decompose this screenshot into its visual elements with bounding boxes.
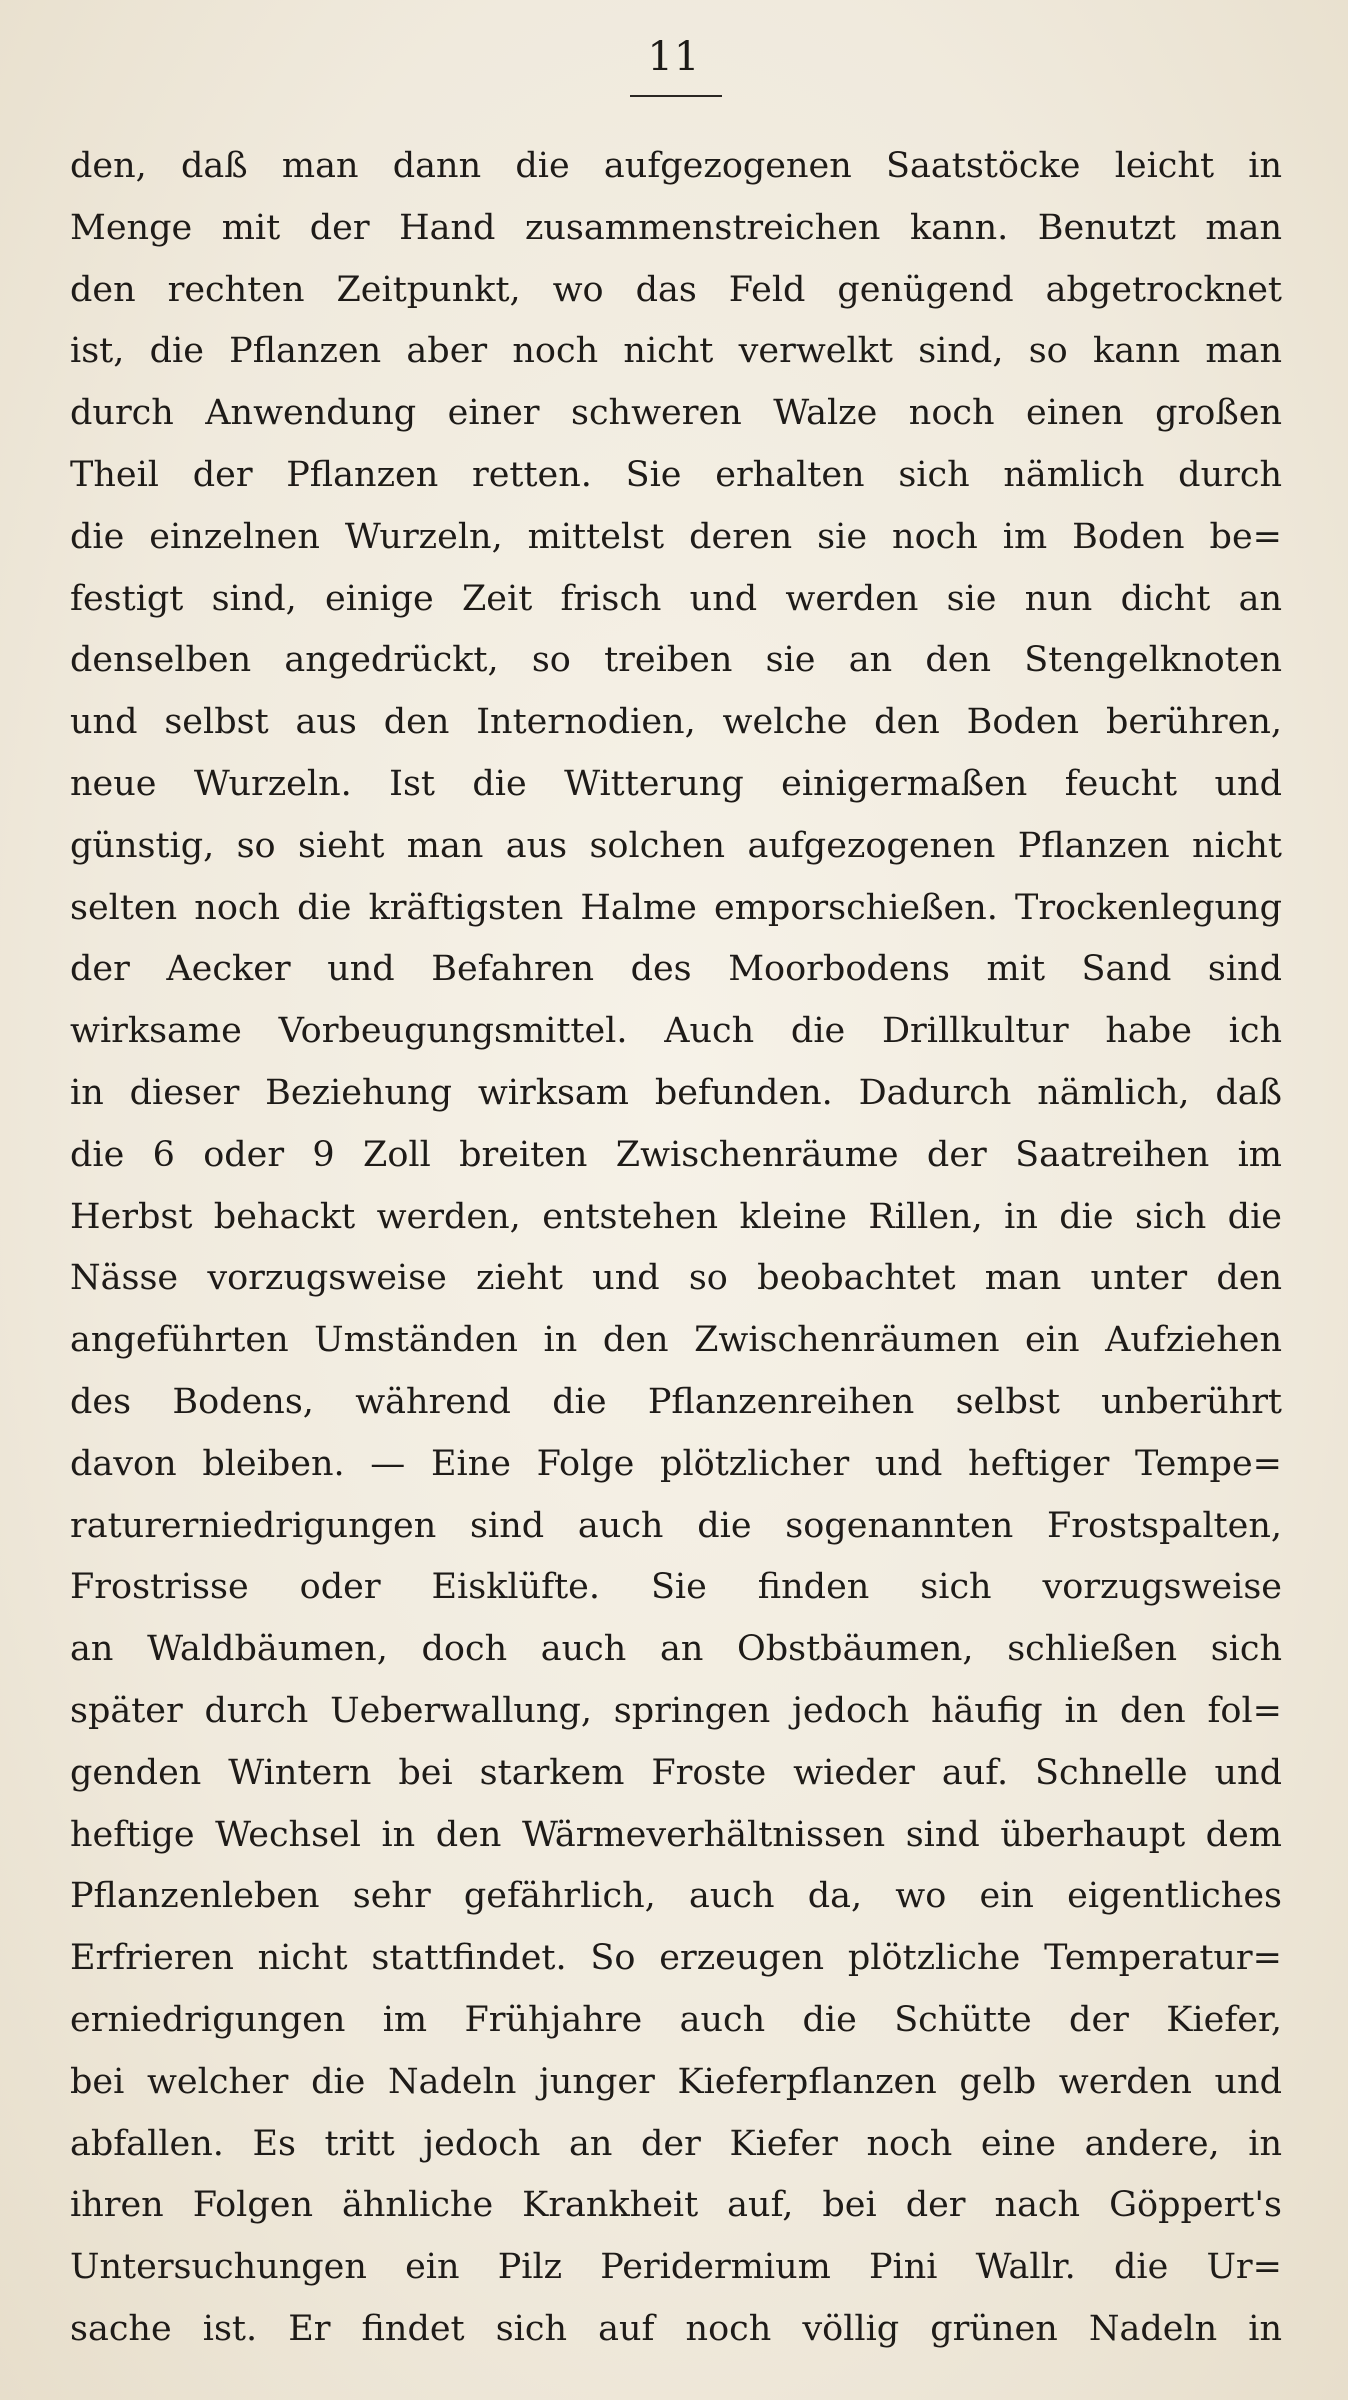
text-line: sache ist. Er findet sich auf noch völlig grünen Nadeln in (70, 2308, 1282, 2349)
text-line: erniedrigungen im Frühjahre auch die Schütte der Kiefer, (70, 1999, 1282, 2040)
text-line: den, daß man dann die aufgezogenen Saatstöcke leicht in (70, 146, 1282, 186)
text-line: des Bodens, während die Pflanzenreihen selbst unberührt (70, 1381, 1282, 1422)
text-line: Herbst behackt werden, entstehen kleine Rillen, in die sich die (70, 1196, 1282, 1237)
text-line: genden Wintern bei starkem Froste wieder auf. Schnelle und (70, 1752, 1282, 1793)
text-line: heftige Wechsel in den Wärmeverhältnissen sind überhaupt dem (70, 1814, 1282, 1855)
text-line: der Aecker und Befahren des Moorbodens mit Sand sind (70, 949, 1282, 990)
text-line: später durch Ueberwallung, springen jedoch häufig in den fol= (70, 1690, 1282, 1731)
text-line: angeführten Umständen in den Zwischenräumen ein Aufziehen (70, 1320, 1282, 1361)
text-line: Untersuchungen ein Pilz Peridermium Pini Wallr. die Ur= (70, 2247, 1282, 2288)
text-line: Pflanzenleben sehr gefährlich, auch da, wo ein eigentliches (70, 1876, 1282, 1917)
text-line: durch Anwendung einer schweren Walze noch einen großen (70, 393, 1282, 434)
text-line: die einzelnen Wurzeln, mittelst deren sie noch im Boden be= (70, 516, 1282, 557)
text-line: günstig, so sieht man aus solchen aufgezogenen Pflanzen nicht (70, 825, 1282, 866)
page-number-rule (630, 95, 722, 97)
text-line: Nässe vorzugsweise zieht und so beobachtet man unter den (70, 1258, 1282, 1299)
text-line: an Waldbäumen, doch auch an Obstbäumen, schließen sich (70, 1629, 1282, 1670)
text-line: Frostrisse oder Eisklüfte. Sie finden sich vorzugsweise (70, 1567, 1282, 1608)
text-line: den rechten Zeitpunkt, wo das Feld genügend abgetrocknet (70, 269, 1282, 310)
text-line: Menge mit der Hand zusammenstreichen kann. Benutzt man (70, 207, 1282, 248)
text-line: Theil der Pflanzen retten. Sie erhalten sich nämlich durch (70, 454, 1282, 495)
body-text (70, 136, 1282, 2361)
text-line: ihren Folgen ähnliche Krankheit auf, bei der nach Göppert's (70, 2185, 1282, 2226)
text-line: abfallen. Es tritt jedoch an der Kiefer noch eine andere, in (70, 2123, 1282, 2164)
page-number: 11 (647, 34, 701, 80)
text-line: die 6 oder 9 Zoll breiten Zwischenräume der Saatreihen im (70, 1134, 1282, 1175)
text-line: bei welcher die Nadeln junger Kieferpflanzen gelb werden und (70, 2061, 1282, 2102)
text-line: ist, die Pflanzen aber noch nicht verwelkt sind, so kann man (70, 331, 1282, 372)
text-line: selten noch die kräftigsten Halme emporschießen. Trockenlegung (70, 887, 1282, 928)
text-line: in dieser Beziehung wirksam befunden. Dadurch nämlich, daß (70, 1072, 1282, 1113)
text-line: denselben angedrückt, so treiben sie an den Stengelknoten (70, 640, 1282, 681)
text-line: neue Wurzeln. Ist die Witterung einigermaßen feucht und (70, 763, 1282, 804)
text-line: davon bleiben. — Eine Folge plötzlicher und heftiger Tempe= (70, 1443, 1282, 1484)
text-line: festigt sind, einige Zeit frisch und werden sie nun dicht an (70, 578, 1282, 619)
text-line: Erfrieren nicht stattfindet. So erzeugen plötzliche Temperatur= (70, 1938, 1282, 1979)
text-line: und selbst aus den Internodien, welche den Boden berühren, (70, 702, 1282, 743)
text-line: raturerniedrigungen sind auch die sogenannten Frostspalten, (70, 1505, 1282, 1546)
text-line: wirksame Vorbeugungsmittel. Auch die Drillkultur habe ich (70, 1011, 1282, 1052)
